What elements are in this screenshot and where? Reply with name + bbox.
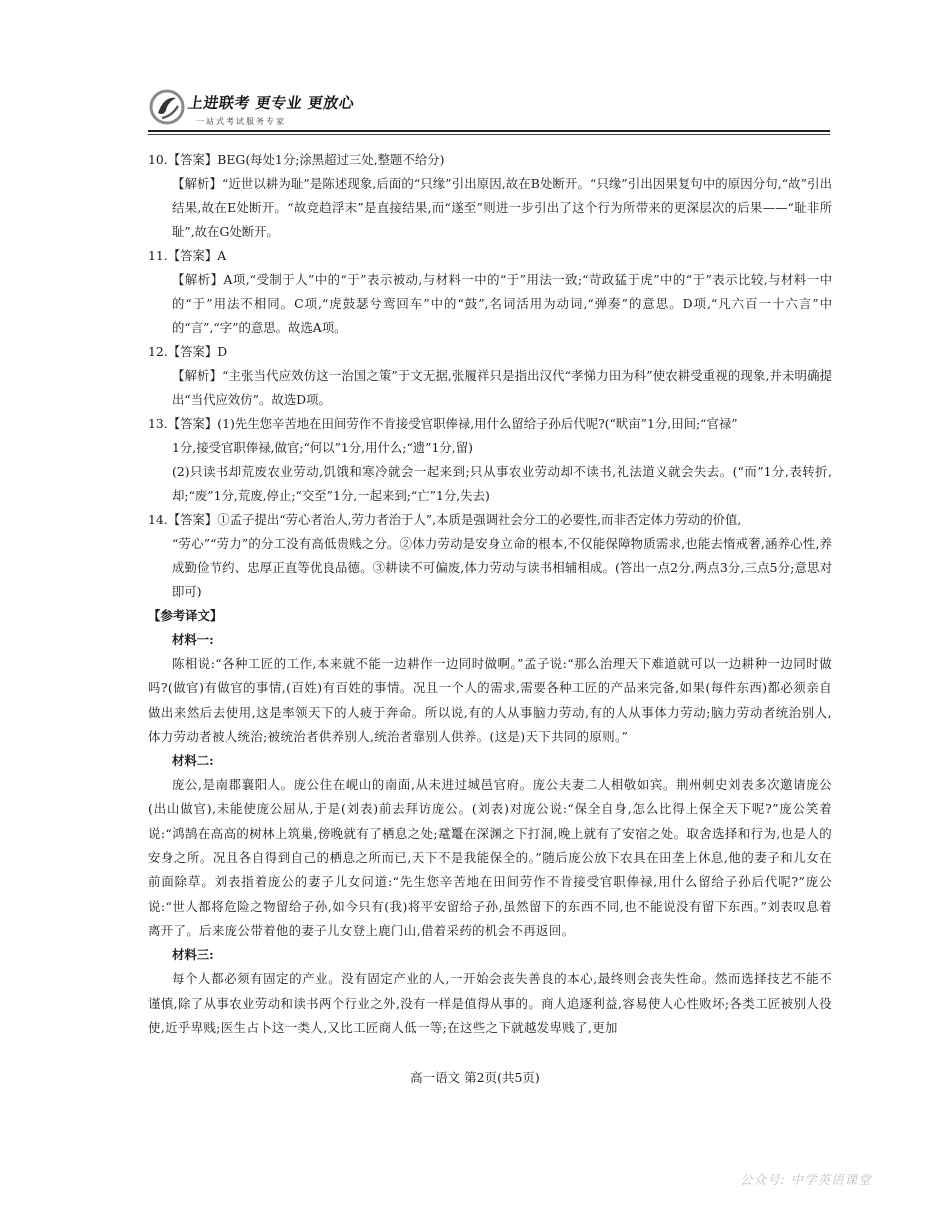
answer-label: 14.【答案】①孟子提出“劳心者治人,劳力者治于人”,本质是强调社会分工的必要性,而非否定体力劳动的价值, [148,512,742,527]
answer-part-2: (2)只读书却荒废农业劳动,饥饿和寒冷就会一起来到;只从事农业劳动却不读书,礼法道义就会失去。(“而”1分,表转折,却;“废”1分,荒废,停止;“交至”1分,一起来到;“亡”1分,失去) [172,464,832,503]
header-divider-thin [148,134,830,135]
translation-title: 【参考译文】 [148,608,223,623]
answer-analysis: 【解析】“近世以耕为耻”是陈述现象,后面的“只缘”引出原因,故在B处断开。“只缘”引出因果复句中的原因分句,“故”引出结果,故在E处断开。“故竞趋浮末”是直接结果,而“遂至”则进一步引出了这个行为所带来的更深层次的后果——“耻非所耻”,故在G处断开。 [172,176,832,239]
material-3 [148,943,832,1040]
material-text: 每个人都必须有固定的产业。没有固定产业的人,一开始会丧失善良的本心,最终则会丧失性命。然而选择技艺不能不谨慎,除了从事农业劳动和读书两个行业之外,没有一样是值得从事的。商人追逐利益,容易使人心性败坏;各类工匠被别人役使,近乎卑贱;医生占卜这一类人,又比工匠商人低一等;在这些之下就越发卑贱了,更加 [148,971,832,1035]
logo-icon [148,88,186,126]
header-divider [148,130,830,132]
material-text: 陈相说:“各种工匠的工作,本来就不能一边耕作一边同时做啊。”孟子说:“那么治理天下难道就可以一边耕种一边同时做吗?(做官)有做官的事情,(百姓)有百姓的事情。况且一个人的需求,需要各种工匠的产品来完备,如果(每件东西)都必须亲自做出来然后去使用,这是率领天下的人疲于奔命。所以说,有的人从事脑力劳动,有的人从事体力劳动;脑力劳动者统治别人,体力劳动者被人统治;被统治者供养别人,统治者靠别人供养。(这是)天下共同的原则。” [148,656,832,744]
answer-label: 10.【答案】BEG(每处1分;涂黑超过三处,整题不给分) [148,152,445,167]
answer-label: 13.【答案】(1)先生您辛苦地在田间劳作不肯接受官职俸禄,用什么留给子孙后代呢?(“畎亩”1分,田间;“官禄” [148,416,738,431]
material-1 [148,628,832,749]
material-title: 材料二: [172,753,214,769]
answer-11 [148,244,832,340]
header-slogan: 上进联考 更专业 更放心 [186,94,356,112]
answer-continuation: “劳心”“劳力”的分工没有高低贵贱之分。②体力劳动是安身立命的根本,不仅能保障物质需求,也能去惰戒奢,涵养心性,养成勤俭节约、忠厚正直等优良品德。③耕读不可偏废,体力劳动与读书相辅相成。(答出一点2分,两点3分,三点5分;意思对即可) [172,536,832,599]
answer-label: 11.【答案】A [148,248,227,263]
answer-analysis: 【解析】“主张当代应效仿这一治国之策”于文无据,张履祥只是指出汉代“孝悌力田为科”使农耕受重视的现象,并未明确提出“当代应效仿”。故选D项。 [172,368,832,407]
material-title: 材料一: [172,632,214,647]
answer-12 [148,340,832,412]
material-text: 庞公,是南郡襄阳人。庞公住在岘山的南面,从未进过城邑官府。庞公夫妻二人相敬如宾。荆州刺史刘表多次邀请庞公(出山做官),未能使庞公屈从,于是(刘表)前去拜访庞公。(刘表)对庞公说:“保全自身,怎么比得上保全天下呢?”庞公笑着说:“鸿鹄在高高的树林上筑巢,傍晚就有了栖息之处;鼋鼍在深渊之下打洞,晚上就有了安宿之处。取舍选择和行为,也是人的安身之所。况且各自得到自己的栖息之所而已,天下不是我能保全的。”随后庞公放下农具在田垄上休息,他的妻子和儿女在前面除草。刘表指着庞公的妻子儿女问道:“先生您辛苦地在田间劳作不肯接受官职俸禄,用什么留给子孙后代呢?”庞公说:“世人都将危险之物留给子孙,如今只有(我)将平安留给子孙,虽然留下的东西不同,也不能说没有留下东西。”刘表叹息着离开了。后来庞公带着他的妻子儿女登上鹿门山,借着采药的机会不再返回。 [148,777,832,938]
answer-14 [148,508,832,604]
answer-13 [148,412,832,508]
answer-analysis: 【解析】A项,“受制于人”中的“于”表示被动,与材料一中的“于”用法一致;“苛政猛于虎”中的“于”表示比较,与材料一中的“于”用法不相同。C项,“虎鼓瑟兮鸾回车”中的“鼓”,名词活用为动词,“弹奏”的意思。D项,“凡六百一十六言”中的“言”,“字”的意思。故选A项。 [172,272,832,335]
answer-content [148,148,832,1040]
watermark: 公众号: 中学英语课堂 [740,1172,872,1187]
material-title: 材料三: [172,947,214,963]
header-subtitle: 一站式考试服务专家 [196,117,286,126]
material-2 [148,749,832,943]
answer-continuation: 1分,接受官职俸禄,做官;“何以”1分,用什么;“遗”1分,留) [172,440,473,455]
page-footer: 高一语文 第2页(共5页) [410,1070,540,1085]
answer-10 [148,148,832,244]
answer-label: 12.【答案】D [148,344,228,359]
page-header [148,84,830,134]
